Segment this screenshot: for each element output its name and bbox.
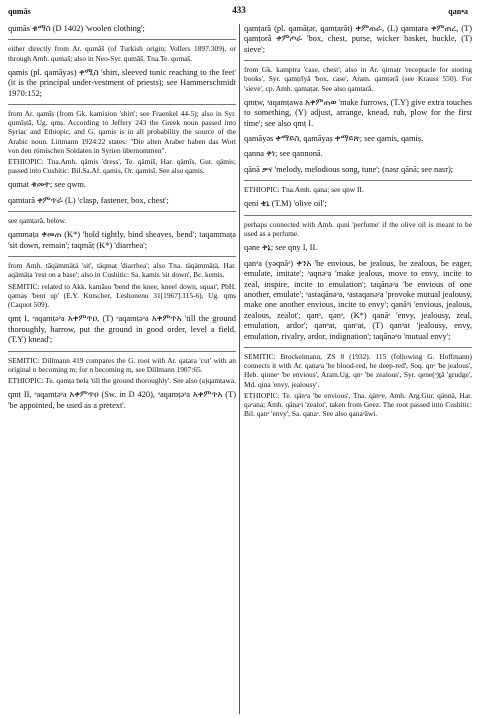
dictionary-entry	[8, 196, 236, 226]
entry-note: ETHIOPIC: Tna.Amh. qämis 'dress', Te. qämiš, Har. qämīs, Gur. qämis; passed into Cushitic: Bil.Sa.Af. qamis, Or. qamisī. See also qamis.	[8, 157, 236, 176]
entry-note: ETHIOPIC: Te. qəmṭə bela 'till the ground thoroughly'. See also (a)qamṭawa.	[8, 375, 236, 385]
entry-headword: qānā ቃና 'melody, melodious song, tune'; (nəsr qānā; see nasr);	[244, 164, 454, 174]
entry-headword: qmṭw, ᵊaqamṭawa አቀምጠወ 'make furrows, (T.Y) give extra touches to something, (Y) adjust, arrange, knead, rub, plow for the first time'; see also qmṭ I.	[244, 97, 472, 128]
dictionary-entry	[8, 390, 236, 411]
entry-headword: qamṭarā (pl. qamāṭər, qamṭarāt) ቀምጠራ, (L) qamṭara ቀምጠረ, (T) qamṭorā ቀምጦራ 'box, chest, purse, wicker basket, buckle, (T) sieve';	[244, 24, 472, 54]
entry-headword: qanᵊa (yəqnāᵊ) ቀንአ 'be envious, be jealous, be zealous, be eager, emulate, imitate'; ᵊaqnəᵊa 'make jealous, move to envy, incite to zeal, inspire, incite to emulation'; taqānəᵊa 'be envious of one another, emulate'; ᵊastaqānəᵊa, ᵊastaqanəᵊa 'provoke mutual jealousy, make one another envious, incite to envy'; qanāᵊi 'envious, jealous, zealous, zealot'; qanᵊ, qənᵊ, (K*) qanāᵊ 'envy, jealousy, zeal, emulation, ardor'; qanᵊat, qanᵊat, (T) qanᵊat 'jealousy, envy, emulation, rivalry, ardor, indignation'; taqānəᵊo 'mutual envy';	[244, 258, 472, 341]
left-column	[8, 24, 236, 714]
entry-separator	[244, 215, 472, 216]
dictionary-entry	[244, 24, 472, 93]
header-left-guideword: qumās	[8, 7, 31, 16]
entry-note: ETHIOPIC: Te. qänᵊa 'be envious', Tna. qänᵊe, Amh. Arg.Gur. qännä, Har. qaᵊana; Amh. qänaᵊi 'zealot', taken from Geez. The root passed into Cushitic: Bil. qanᵊ 'envy', Sa. qanaᵊ. See also qanaᵊāwi.	[244, 390, 472, 419]
entry-headword: qəne ቅኔ; see qny I, II.	[244, 243, 318, 253]
entry-headword: qamtarā ቀምጥራ (L) 'clasp, fastener, box, chest';	[8, 195, 169, 205]
dictionary-entry	[244, 199, 472, 238]
entry-separator	[8, 256, 236, 257]
entry-note: perhaps connected with Amh. quni 'perfume' if the olive oil is meant to be used as a perfume.	[244, 219, 472, 239]
dictionary-entry	[244, 243, 472, 253]
entry-separator	[8, 39, 236, 40]
entry-headword: qamāyəs ቀማይስ, qamāyaṣ ቀማይጽ; see qamis, qamiṣ.	[244, 134, 424, 144]
entry-headword: qumās ቁማስ (D 1402) 'woolen clothing';	[8, 24, 145, 33]
entry-note: from Gk. kamptra 'case, chest'; also in Ar. qimaṭr 'receptacle for storing books', Syr. qamṭrīyā 'box, case', Aram. qamṭərā (see Krauss 550). For 'sieve', cp. Amh. qamaṭər. See also qamtarā.	[244, 65, 472, 93]
dictionary-entry	[244, 98, 472, 129]
entry-separator	[244, 347, 472, 348]
entry-headword: qanna ቀነ; see qannonā.	[244, 149, 323, 159]
entry-headword: qmṭ II, ᵊaqamṭəᵊa አቀምጥዐ (Sw. in D 420), ᵊaqamṭəᵊa አቀምጥአ (T) 'be appointed, be used as a pretext'.	[8, 390, 236, 410]
dictionary-entry	[244, 259, 472, 419]
entry-separator	[244, 180, 472, 181]
entry-headword: qamis (pl. qamāyəs) ቀሚስ 'shirt, sleeved tunic reaching to the feet' (it is the principal under-vestment of priests); see Hammerschmidt 1970:152;	[8, 67, 236, 98]
dictionary-entry	[8, 230, 236, 309]
header-right-guideword: qan•a	[448, 7, 468, 16]
dictionary-entry	[244, 134, 472, 144]
entry-note: SEMITIC: Dillmann 419 compares the G. root with Ar. qaṭara 'cut' with an original n becoming m; for n becoming m, see Dillmann 1907:65.	[8, 355, 236, 374]
dictionary-entry	[244, 165, 472, 195]
dictionary-entry	[244, 149, 472, 159]
dictionary-entry	[8, 24, 236, 63]
entry-headword: qmṭ I, ᵊaqamṭəᵊa አቀምጥዐ, (T) ᵊaqamṭəᵊa አቀምጥአ 'till the ground thoroughly, harrow, put the ground in good order, level a field, (T.Y) knead';	[8, 314, 236, 345]
dictionary-entry	[8, 314, 236, 385]
entry-note: from Ar. qamīṣ (from Gk. kamision 'shirt'; see Fraenkel 44-5); also in Syr. qumīṣtā, Ug. qmṣ. According to Jeffery 243 the Greek noun passed into Syriac and Ethiopic, and G. qamis is in all probability the source of the Arabic noun. Littmann 1924:22 states: "Die alten Araber haben das Wort von den römischen Soldaten in Syrien übernommen".	[8, 109, 236, 155]
entry-note: SEMITIC: related to Akk. kamāsu 'bend the knee, kneel down, squat', PbH. qəmaṣ 'bent up' (E.Y. Kutscher, Leshonenu 31[1967].115-6), Ug. qmṣ (Caquot 509).	[8, 281, 236, 310]
dictionary-entry	[8, 68, 236, 176]
entry-note: see qamṭarā, below.	[8, 216, 67, 226]
entry-separator	[8, 104, 236, 105]
entry-separator	[244, 60, 472, 61]
entry-headword: qeni ቄኒ (T.M) 'olive oil';	[244, 199, 327, 209]
entry-note: SEMITIC: Brockelmann, ZS 8 (1932). 115 (following G. Hoffmann) connects it with Ar. qanaᵊa 'be blood-red, be deep-red', Soq. qnᵊ 'be jealous', Heb. qinneᵊ 'be envious', Aram.Ug. qnᵊ 'be zealous', Syr. qene(ᵊ)ṯā 'grudge', Md. qina 'envy, jealousy'.	[244, 351, 472, 389]
entry-separator	[8, 351, 236, 352]
entry-note: either directly from Ar. qumāš (of Turkish origin; Vollers 1897:309), or through Amh. qumaš; also in Neo-Syr. qumāš. Tna.Te. qomaš.	[8, 44, 236, 63]
dictionary-page	[6, 4, 472, 714]
column-divider	[239, 24, 240, 714]
right-column	[244, 24, 472, 714]
entry-separator	[8, 211, 236, 212]
entry-headword: qumat ቁመት; see qwm.	[8, 180, 86, 190]
entry-note: from Amh. tāqämmäṭä 'sit', täqmaṭ 'diarrhea'; also Tna. täqämmäṭä, Har. aqämäṭa 'rest on a base'; also in Cushitic: Sa. kamis 'sit down', Bc. kemis.	[8, 261, 236, 280]
running-header	[6, 4, 472, 20]
entry-headword: qammaṭa ቀመጠ (K*) 'hold tightly, bind sheaves, bend'; taqammaṭa 'sit down, remain'; taqmāṭ (K*) 'diarrhea';	[8, 230, 236, 250]
dictionary-entry	[8, 180, 236, 190]
entry-note: ETHIOPIC: Tna.Amh. qana; see qnw II.	[244, 185, 364, 195]
page-number: 433	[232, 5, 246, 15]
